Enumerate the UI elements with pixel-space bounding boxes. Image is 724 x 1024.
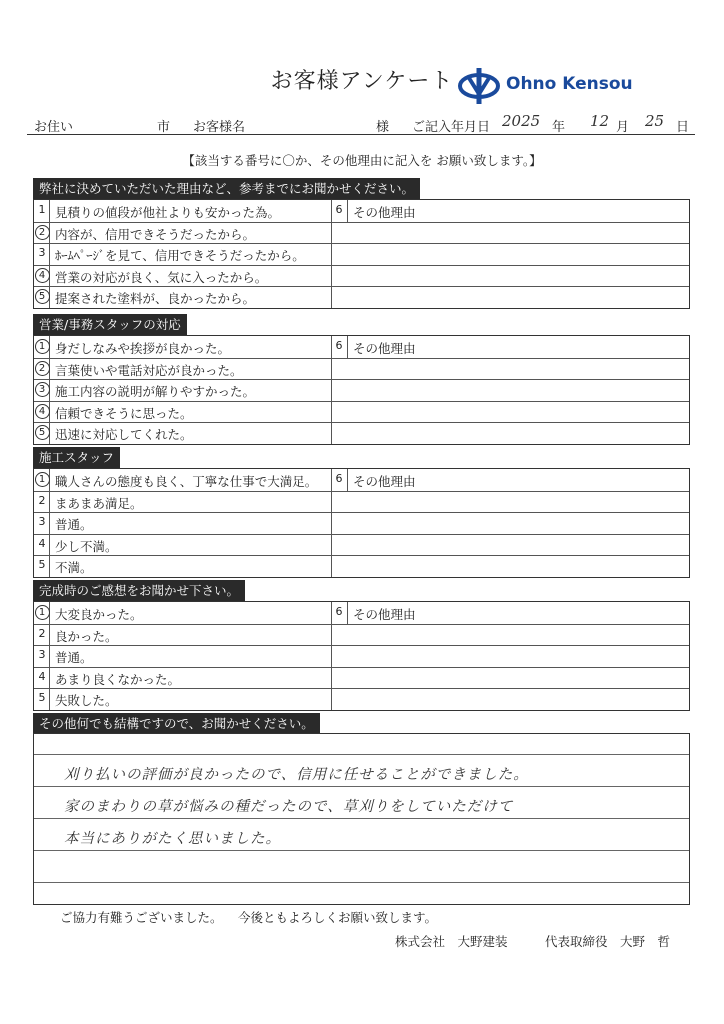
table-row-rule [34, 667, 689, 668]
option-text: 不満。 [55, 560, 93, 575]
other-reason-number[interactable]: 6 [335, 605, 343, 618]
option-number-text: 4 [38, 536, 46, 550]
table-row-rule [34, 688, 689, 689]
customer-name-label: お客様名 [193, 120, 246, 135]
option-number[interactable] [34, 425, 50, 440]
option-number[interactable] [34, 361, 50, 376]
option-text: 迅速に対応してくれた。 [55, 427, 193, 442]
circled-number: 1 [35, 472, 50, 487]
section-table [33, 199, 690, 309]
month-value: 12 [590, 112, 610, 130]
option-number-text: 3 [38, 515, 46, 528]
option-number[interactable] [34, 246, 50, 259]
option-number[interactable] [34, 558, 50, 571]
option-number[interactable] [34, 537, 50, 550]
option-text: まあまあ満足。 [55, 495, 143, 511]
table-row-rule [34, 222, 689, 223]
info-underline [27, 134, 695, 135]
comment-rule [34, 818, 689, 819]
company-logo [456, 64, 676, 108]
other-reason-label: その他理由 [353, 607, 416, 622]
option-text: 良かった。 [55, 628, 118, 644]
circled-number: 2 [35, 361, 50, 376]
option-text: 言葉使いや電話対応が良かった。 [55, 362, 243, 378]
section-table [33, 335, 690, 445]
sama-label: 様 [376, 120, 390, 135]
other-reason-label: その他理由 [353, 205, 416, 220]
year-value: 2025 [502, 112, 541, 130]
option-text: 普通。 [55, 517, 93, 532]
year-label: 年 [552, 120, 566, 135]
comment-header: その他何でも結構ですので、お聞かせください。 [33, 713, 320, 734]
option-number-text: 5 [38, 558, 46, 571]
table-row-rule [34, 512, 689, 513]
other-column-divider [331, 469, 332, 577]
option-text: あまり良くなかった。 [55, 671, 181, 687]
day-value: 25 [645, 112, 665, 130]
table-row-rule [34, 358, 689, 359]
comment-rule [34, 882, 689, 883]
circled-number: 4 [35, 268, 50, 283]
section-header: 完成時のご感想をお聞かせ下さい。 [33, 580, 245, 601]
other-column-divider [331, 602, 332, 710]
comment-box[interactable] [33, 733, 690, 905]
option-number[interactable] [34, 515, 50, 528]
option-number[interactable] [34, 339, 50, 354]
option-text: 失敗した。 [55, 693, 118, 708]
thanks-text: ご協力有難うございました。 [60, 910, 223, 925]
table-row-rule [34, 624, 689, 625]
table-row-rule [34, 243, 689, 244]
option-text: 少し不満。 [55, 538, 118, 554]
option-number-text: 3 [38, 246, 46, 259]
other-reason-label: その他理由 [353, 341, 416, 356]
option-text: 営業の対応が良く、気に入ったから。 [55, 269, 268, 285]
table-row-rule [34, 645, 689, 646]
comment-rule [34, 786, 689, 787]
table-row-rule [34, 555, 689, 556]
option-number[interactable] [34, 382, 50, 397]
logo-text: Ohno Kensou [506, 74, 633, 94]
section-table [33, 601, 690, 711]
option-text: 見積りの値段が他社よりも安かった為。 [55, 205, 281, 220]
option-number[interactable] [34, 203, 50, 216]
representative-name: 代表取締役 大野 哲 [545, 934, 671, 949]
form-title: お客様アンケート [270, 69, 454, 94]
option-text: 身だしなみや挨拶が良かった。 [55, 341, 231, 356]
option-number[interactable] [34, 605, 50, 620]
option-number-text: 3 [38, 648, 46, 661]
section-header: 営業/事務スタッフの対応 [33, 314, 187, 335]
comment-rule [34, 754, 689, 755]
option-number[interactable] [34, 404, 50, 419]
option-number[interactable] [34, 648, 50, 661]
other-number-divider [347, 602, 348, 624]
circled-number: 5 [35, 425, 50, 440]
date-label: ご記入年月日 [412, 120, 491, 135]
circled-number: 3 [35, 382, 50, 397]
other-number-divider [347, 336, 348, 358]
comment-line-3: 本当にありがたく思いました。 [64, 831, 281, 847]
option-number[interactable] [34, 472, 50, 487]
option-number[interactable] [34, 494, 50, 507]
other-number-divider [347, 200, 348, 222]
option-text: 信頼できそうに思った。 [55, 405, 193, 421]
circled-number: 1 [35, 605, 50, 620]
option-text: 普通。 [55, 650, 93, 665]
table-row-rule [34, 491, 689, 492]
residence-label: お住い [34, 120, 74, 135]
comment-line-1: 刈り払いの評価が良かったので、信用に任せることができました。 [64, 767, 529, 783]
option-number-text: 2 [38, 626, 46, 640]
option-number-text: 5 [38, 691, 46, 704]
table-row-rule [34, 379, 689, 380]
option-number-text: 4 [38, 669, 46, 683]
section-header: 弊社に決めていただいた理由など、参考までにお聞かせください。 [33, 178, 420, 199]
circled-number: 2 [35, 225, 50, 240]
other-column-divider [331, 200, 332, 308]
company-name: 株式会社 大野建装 [395, 934, 508, 949]
instruction-text: 【該当する番号に〇か、その他理由に記入を お願い致します。】 [182, 153, 542, 168]
comment-line-2: 家のまわりの草が悩みの種だったので、草刈りをしていただけて [64, 799, 514, 815]
table-row-rule [34, 401, 689, 402]
option-number[interactable] [34, 691, 50, 704]
option-text: ﾎｰﾑﾍﾟｰｼﾞを見て、信用できそうだったから。 [55, 248, 305, 263]
option-number[interactable] [34, 670, 50, 683]
table-row-rule [34, 534, 689, 535]
circled-number: 5 [35, 289, 50, 304]
circled-number: 4 [35, 404, 50, 419]
option-number[interactable] [34, 289, 50, 304]
city-label: 市 [157, 120, 171, 135]
section-table [33, 468, 690, 578]
other-reason-number[interactable]: 6 [335, 203, 343, 216]
table-row-rule [34, 422, 689, 423]
section-header: 施工スタッフ [33, 447, 120, 468]
option-text: 職人さんの態度も良く、丁寧な仕事で大満足。 [55, 474, 318, 489]
other-number-divider [347, 469, 348, 491]
other-reason-label: その他理由 [353, 474, 416, 489]
regards-text: 今後ともよろしくお願い致します。 [238, 910, 438, 925]
month-label: 月 [616, 120, 630, 135]
table-row-rule [34, 265, 689, 266]
company-logo-icon [456, 64, 502, 108]
table-row-rule [34, 286, 689, 287]
option-number[interactable] [34, 268, 50, 283]
option-number-text: 1 [38, 203, 46, 216]
option-number[interactable] [34, 627, 50, 640]
circled-number: 1 [35, 339, 50, 354]
option-text: 大変良かった。 [55, 607, 143, 622]
day-label: 日 [676, 120, 690, 135]
other-reason-number[interactable]: 6 [335, 472, 343, 485]
option-text: 提案された塗料が、良かったから。 [55, 291, 256, 306]
other-reason-number[interactable]: 6 [335, 339, 343, 352]
comment-rule [34, 850, 689, 851]
option-number-text: 2 [38, 493, 46, 507]
option-text: 施工内容の説明が解りやすかった。 [55, 384, 256, 399]
option-number[interactable] [34, 225, 50, 240]
option-text: 内容が、信用できそうだったから。 [55, 226, 256, 242]
other-column-divider [331, 336, 332, 444]
